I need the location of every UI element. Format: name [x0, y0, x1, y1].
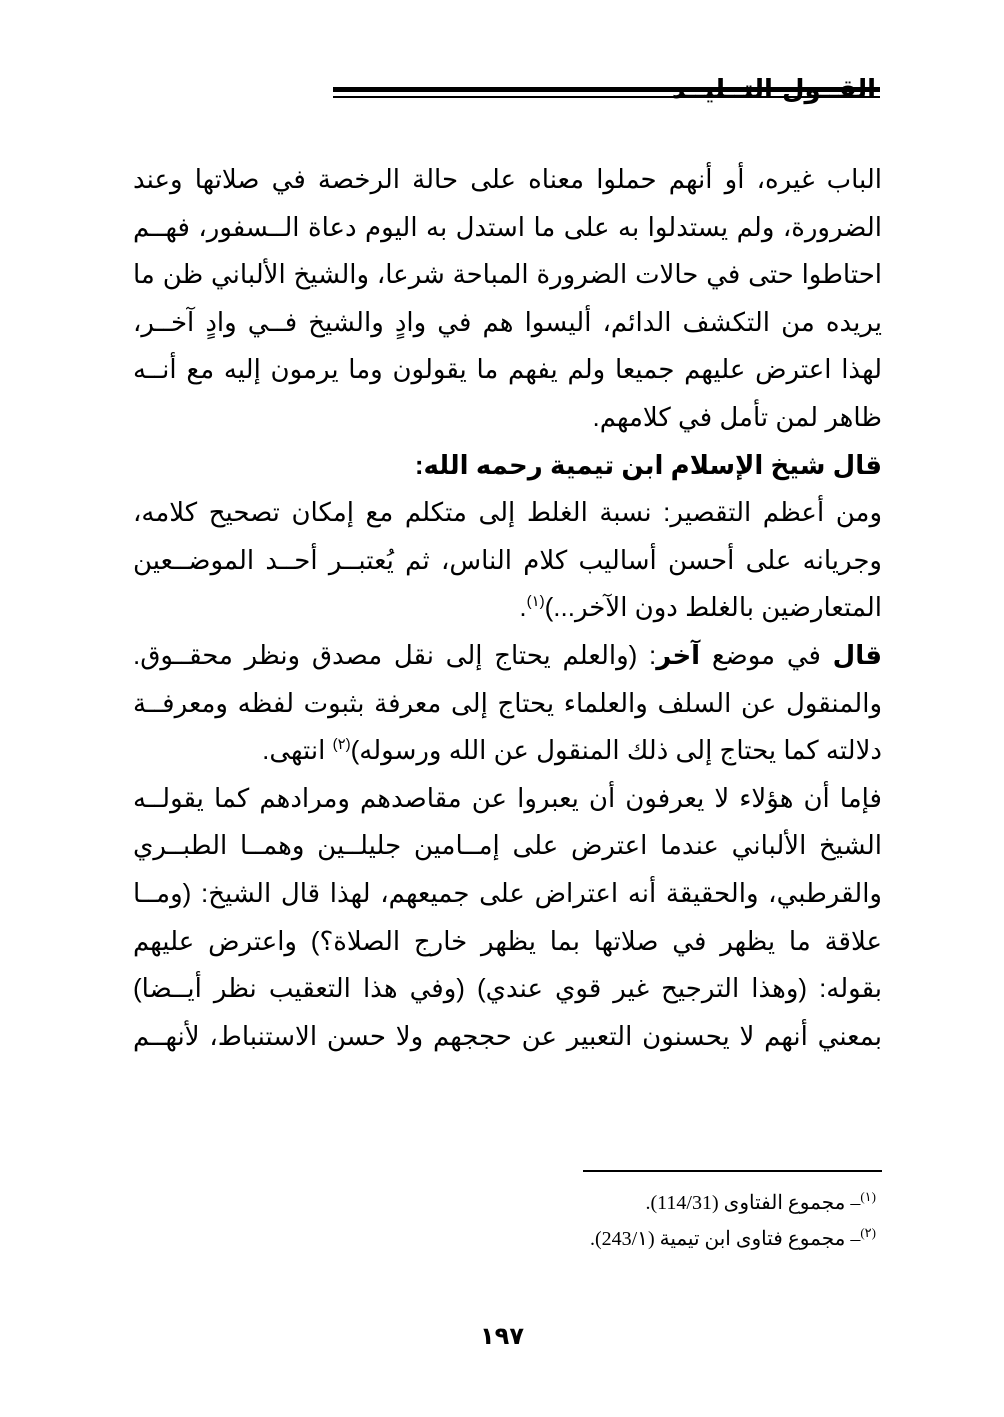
- footnote-ref-1: (١): [526, 593, 545, 611]
- footnotes: [276, 1185, 876, 1257]
- paragraph-quote-2: [133, 632, 882, 775]
- paragraph-quote-1: [133, 489, 882, 632]
- quote-1-text: ومن أعظم التقصير: نسبة الغلط إلى متكلم مع إمكان تصحيح كلامه، وجريانه على أحسن أساليب كلام الناس، ثم يُعتبــر أحــد الموضــعين المتعارضين بالغلط دون الآخر...): [133, 497, 882, 623]
- footnote-ref-2: (٢): [332, 736, 351, 754]
- quote-1-end: .: [519, 592, 527, 623]
- header-rule-thin: [333, 96, 880, 98]
- page-number: ١٩٧: [480, 1322, 524, 1350]
- quote-2-end: انتهى.: [262, 735, 333, 766]
- section-heading: قال شيخ الإسلام ابن تيمية رحمه الله:: [414, 449, 882, 480]
- paragraph-1: الباب غيره، أو أنهم حملوا معناه على حالة الرخصة في صلاتها وعند الضرورة، ولم يستدلوا به على ما استدل به اليوم دعاة الــسفور، فهــم احتاطوا حتى في حالات الضرورة المباحة شرعا، والشيخ الألباني ظن ما يريده من التكشف الدائم، أليسوا هم في وادٍ والشيخ فــي وادٍ آخــر، لهذا اعترض عليهم جميعا ولم يفهم ما يقولون وما يرمون إليه مع أنــه ظاهر لمن تأمل في كلامهم.: [133, 164, 882, 432]
- paragraph-final: فإما أن هؤلاء لا يعرفون أن يعبروا عن مقاصدهم ومرادهم كما يقولــه الشيخ الألباني عندما اعترض على إمــامين جليلــين وهمــا الطبــري والقرطبي، والحقيقة أنه اعتراض على جميعهم، لهذا قال الشيخ: (ومــا علاقة ما يظهر في صلاتها بما يظهر خارج الصلاة؟) واعترض عليهم بقوله: (وهذا الترجيح غير قوي عندي) (وفي هذا التعقيب نظر أيــضا) بمعني أنهم لا يحسنون التعبير عن حججهم ولا حسن الاستنباط، لأنهــم: [133, 782, 882, 1051]
- footnote-1-marker: (١): [860, 1189, 876, 1204]
- header-rule-thick: [333, 87, 880, 92]
- footnote-2-marker: (٢): [860, 1225, 876, 1240]
- quote-2-mid: في موضع: [700, 639, 833, 670]
- footnote-1: [276, 1185, 876, 1221]
- footnote-2-text: – مجموع فتاوى ابن تيمية (243/١).: [589, 1228, 861, 1250]
- footnote-2: [276, 1221, 876, 1257]
- body-text: [133, 156, 882, 1060]
- footnote-1-text: – مجموع الفتاوى (114/31).: [645, 1192, 861, 1214]
- quote-2-lead: قال: [832, 639, 882, 670]
- quote-2-text: : (والعلم يحتاج إلى نقل مصدق ونظر محقــوق. والمنقول عن السلف والعلماء يحتاج إلى معرفة بثبوت لفظه ومعرفــة دلالته كما يحتاج إلى ذلك المنقول عن الله ورسوله): [133, 639, 882, 766]
- footnote-separator: [583, 1170, 882, 1172]
- quote-2-mid-bold: آخر: [656, 639, 701, 670]
